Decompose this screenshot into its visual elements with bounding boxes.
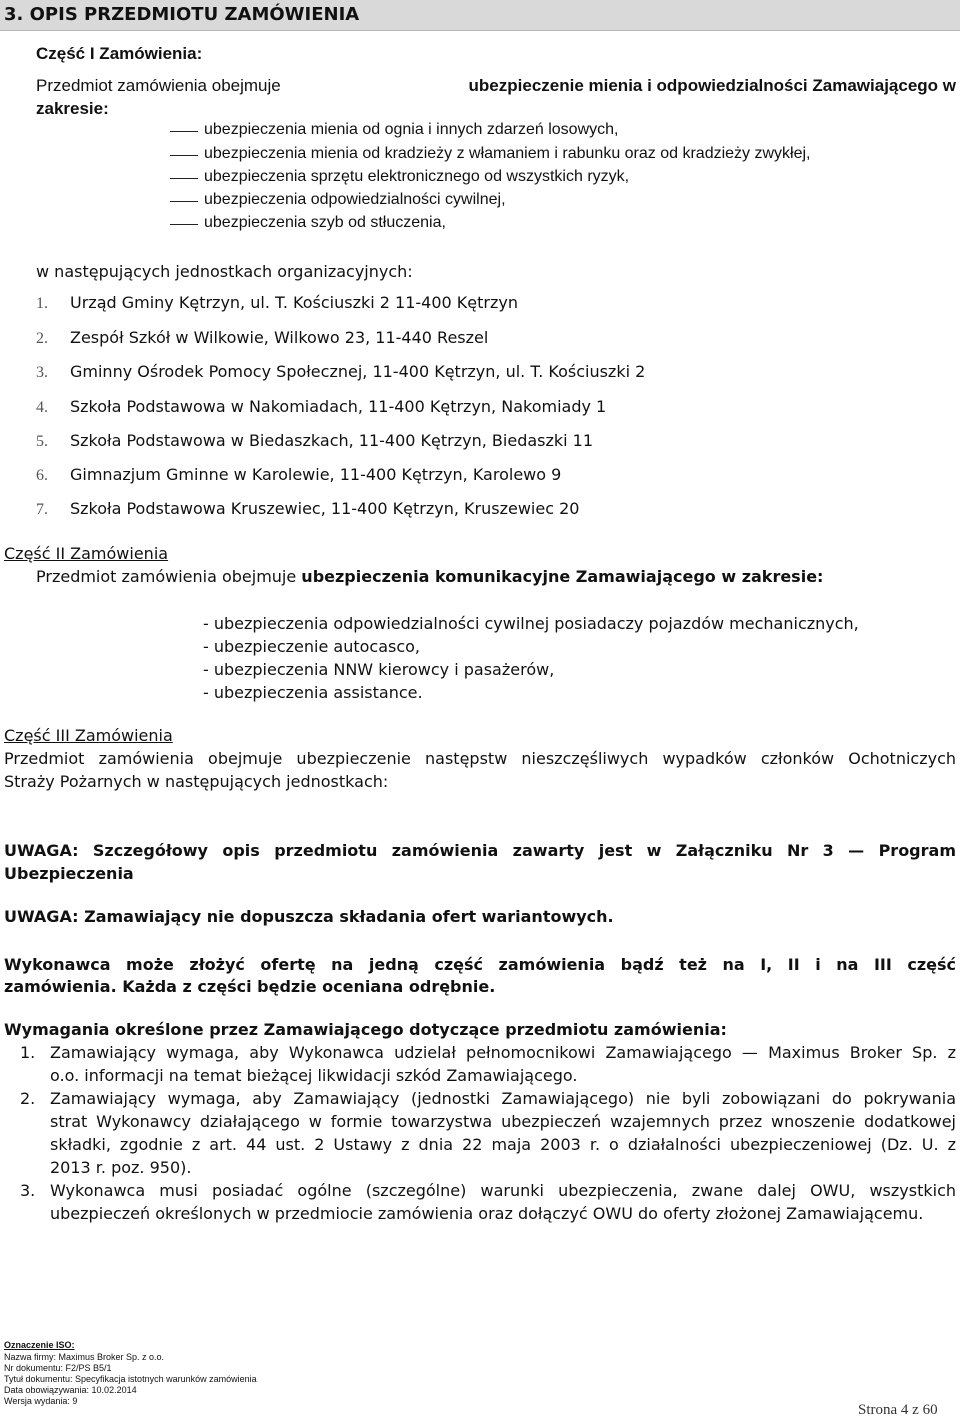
part1-item: ubezpieczenia szyb od stłuczenia, (204, 214, 446, 231)
requirement-line: Zamawiający wymaga, aby Wykonawca udzielał pełnomocnikowi Zamawiającego — Maximus Broker Sp. z (50, 1043, 956, 1062)
unit-number: 6. (36, 467, 48, 484)
unit-text: Zespół Szkół w Wilkowie, Wilkowo 23, 11-440 Reszel (70, 328, 489, 347)
part1-item: ubezpieczenia mienia od kradzieży z włamaniem i rabunku oraz od kradzieży zwykłej, (204, 145, 811, 162)
dash-icon (170, 155, 198, 156)
unit-text: Gminny Ośrodek Pomocy Społecznej, 11-400 Kętrzyn, ul. T. Kościuszki 2 (70, 362, 646, 381)
part3-text-line: Przedmiot zamówienia obejmuje ubezpieczenie następstw nieszczęśliwych wypadków członków Ochotniczych (4, 749, 956, 768)
part2-intro-bold: ubezpieczenia komunikacyjne Zamawiającego w zakresie: (301, 567, 824, 586)
unit-number: 3. (36, 364, 48, 381)
unit-text: Szkoła Podstawowa w Biedaszkach, 11-400 Kętrzyn, Biedaszki 11 (70, 431, 594, 450)
part1-heading: Część I Zamówienia: (36, 44, 203, 63)
part2-item: - ubezpieczenia assistance. (203, 683, 423, 702)
part2-intro (36, 567, 823, 586)
dash-icon (170, 224, 198, 225)
part1-item: ubezpieczenia mienia od ognia i innych zdarzeń losowych, (204, 121, 619, 138)
unit-number: 2. (36, 330, 48, 347)
wykonawca-note: Wykonawca może złożyć ofertę na jedną część zamówienia bądź też na I, II i na III część (4, 955, 956, 974)
part1-intro-bold-cont: zakresie: (36, 99, 109, 118)
requirement-number: 2. (20, 1089, 36, 1108)
requirement-line: strat Wykonawcy działającego w formie towarzystwa ubezpieczeń wzajemnych przez wnoszenie dodatkowej (50, 1112, 956, 1131)
part1-intro-normal: Przedmiot zamówienia obejmuje (36, 76, 281, 95)
unit-number: 4. (36, 399, 48, 416)
unit-number: 5. (36, 433, 48, 450)
uwaga-note: UWAGA: Szczegółowy opis przedmiotu zamówienia zawarty jest w Załączniku Nr 3 — Program (4, 841, 956, 860)
requirement-line: o.o. informacji na temat bieżącej likwidacji szkód Zamawiającego. (50, 1066, 578, 1085)
requirement-line: składki, zgodnie z art. 44 ust. 2 Ustawy z dnia 22 maja 2003 r. o działalności ubezpieczeniowej (Dz. U. z (50, 1135, 956, 1154)
part1-item: ubezpieczenia sprzętu elektronicznego od wszystkich ryzyk, (204, 168, 630, 185)
part1-intro (36, 76, 956, 96)
requirement-number: 1. (20, 1043, 36, 1062)
footer-iso-label: Oznaczenie ISO: (4, 1340, 75, 1350)
units-intro: w następujących jednostkach organizacyjnych: (36, 262, 413, 281)
dash-icon (170, 178, 198, 179)
requirement-line: Zamawiający wymaga, aby Zamawiający (jednostki Zamawiającego) nie byli zobowiązani do pokrywania (50, 1089, 956, 1108)
part2-intro-normal: Przedmiot zamówienia obejmuje (36, 567, 297, 586)
unit-text: Szkoła Podstawowa Kruszewiec, 11-400 Kętrzyn, Kruszewiec 20 (70, 499, 580, 518)
part2-item: - ubezpieczenie autocasco, (203, 637, 421, 656)
unit-number: 1. (36, 295, 48, 312)
part2-item: - ubezpieczenia NNW kierowcy i pasażerów, (203, 660, 555, 679)
unit-text: Gimnazjum Gminne w Karolewie, 11-400 Kętrzyn, Karolewo 9 (70, 465, 562, 484)
part3-text-line: Straży Pożarnych w następujących jednostkach: (4, 772, 389, 791)
page-number: Strona 4 z 60 (858, 1402, 938, 1418)
requirement-line: ubezpieczeń określonych w przedmiocie zamówienia oraz dołączyć OWU do oferty złożonej Zamawiającemu. (50, 1204, 924, 1223)
part1-item: ubezpieczenia odpowiedzialności cywilnej, (204, 191, 506, 208)
part3-heading: Część III Zamówienia (4, 726, 173, 745)
requirements-heading: Wymagania określone przez Zamawiającego dotyczące przedmiotu zamówienia: (4, 1020, 727, 1039)
dash-icon (170, 131, 198, 132)
requirement-number: 3. (20, 1181, 36, 1200)
part1-intro-bold: ubezpieczenie mienia i odpowiedzialności Zamawiającego w (468, 76, 956, 95)
section-title: 3. OPIS PRZEDMIOTU ZAMÓWIENIA (4, 4, 360, 25)
uwaga-note: UWAGA: Zamawiający nie dopuszcza składania ofert wariantowych. (4, 907, 614, 926)
requirement-line: Wykonawca musi posiadać ogólne (szczególne) warunki ubezpieczenia, zwane dalej OWU, wszystkich (50, 1181, 956, 1200)
footer-line: Data obowiązywania: 10.02.2014 (4, 1385, 137, 1395)
footer-line: Tytuł dokumentu: Specyfikacja istotnych warunków zamówienia (4, 1374, 257, 1384)
uwaga-note-cont: Ubezpieczenia (4, 864, 134, 883)
part2-item: - ubezpieczenia odpowiedzialności cywilnej posiadaczy pojazdów mechanicznych, (203, 614, 859, 633)
dash-icon (170, 201, 198, 202)
footer-line: Nazwa firmy: Maximus Broker Sp. z o.o. (4, 1352, 165, 1362)
part2-heading: Część II Zamówienia (4, 544, 169, 563)
footer-line: Wersja wydania: 9 (4, 1396, 78, 1406)
requirement-line: 2013 r. poz. 950). (50, 1158, 192, 1177)
wykonawca-note-cont: zamówienia. Każda z części będzie oceniana odrębnie. (4, 977, 496, 996)
unit-number: 7. (36, 501, 48, 518)
unit-text: Urząd Gminy Kętrzyn, ul. T. Kościuszki 2 11-400 Kętrzyn (70, 293, 518, 312)
footer-line: Nr dokumentu: F2/PS B5/1 (4, 1363, 112, 1373)
unit-text: Szkoła Podstawowa w Nakomiadach, 11-400 Kętrzyn, Nakomiady 1 (70, 397, 607, 416)
section-header-bar (0, 0, 960, 31)
